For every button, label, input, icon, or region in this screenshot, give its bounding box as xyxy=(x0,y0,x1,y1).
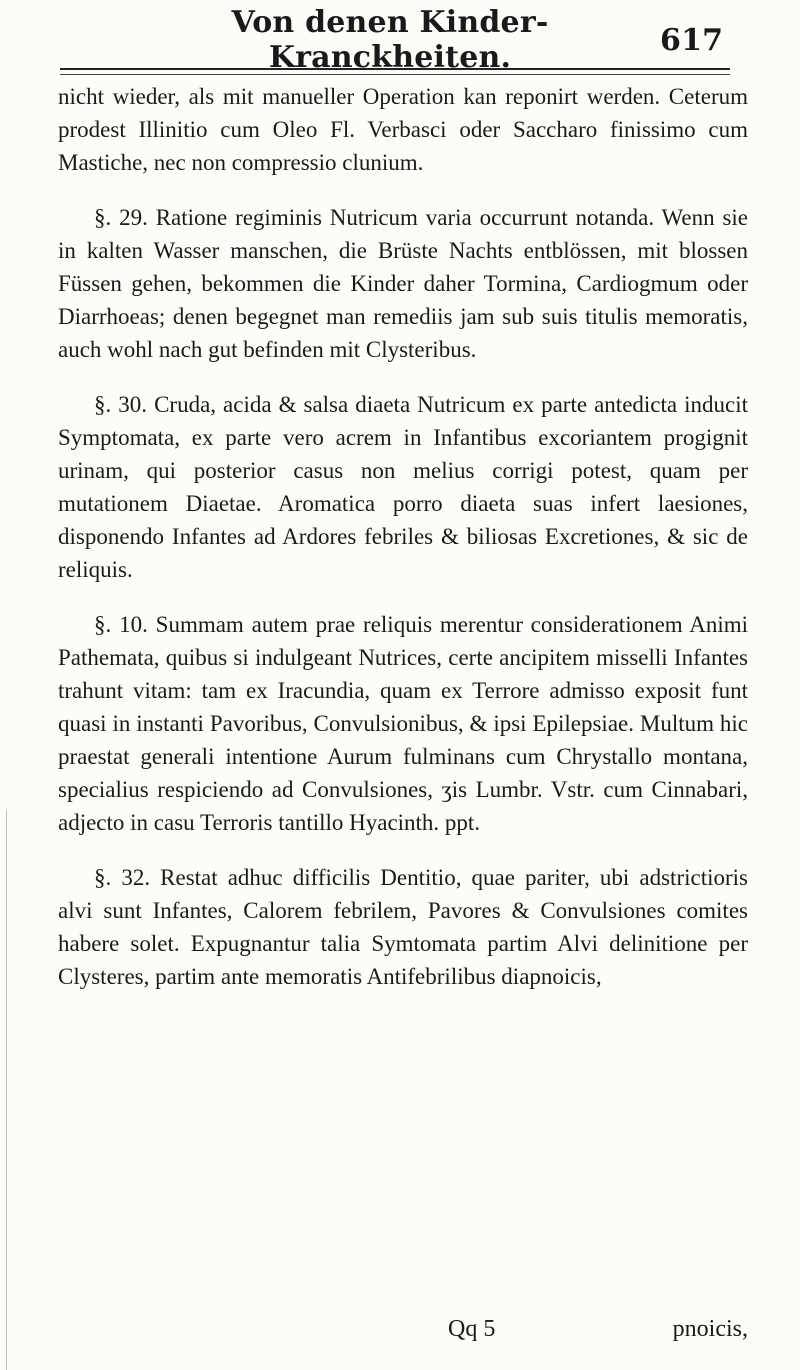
section-mark: §. 29. xyxy=(94,205,148,230)
paragraph-text: Restat adhuc difficilis Dentitio, quae pariter, ubi adstrictioris alvi sunt Infantes, Calorem febrilem, Pavores & Convulsiones comites habere solet. Expugnantur talia Symtomata partim Alvi delinitione per Clysteres, partim ante memoratis Antifebrilibus diapnoicis, xyxy=(58,865,748,989)
section-mark: §. 30. xyxy=(94,392,148,417)
body-text xyxy=(58,80,748,1015)
paragraph xyxy=(58,388,748,586)
section-mark: §. 10. xyxy=(94,612,148,637)
paragraph xyxy=(58,80,748,179)
gutter-shadow xyxy=(6,810,7,1370)
paragraph-text: nicht wieder, als mit manueller Operation kan reponirt werden. Ceterum prodest Illinitio cum Oleo Fl. Verbasci oder Saccharo finissimo cum Mastiche, nec non compressio clunium. xyxy=(58,84,748,175)
running-title: Von denen Kinder-Kranckheiten. xyxy=(231,5,549,75)
signature-mark: Qq 5 xyxy=(448,1316,496,1342)
paragraph-text: Cruda, acida & salsa diaeta Nutricum ex parte antedicta inducit Symptomata, ex parte vero acrem in Infantibus excoriantem progignit urinam, qui posterior casus non melius corrigi potest, quam per mutationem Diaetae. Aromatica porro diaeta suas infert laesiones, disponendo Infantes ad Ardores febriles & biliosas Excretiones, & sic de reliquis. xyxy=(58,392,749,582)
paragraph-text: Summam autem prae reliquis merentur considerationem Animi Pathemata, quibus si indulgeant Nutrices, certe ancipitem misselli Infantes trahunt vitam: tam ex Iracundia, quam ex Terrore admisso exposit funt quasi in instanti Pavoribus, Convulsionibus, & ipsi Epilepsiae. Multum hic praestat generali intentione Aurum fulminans cum Chrystallo montana, specialius respiciendo ad Convulsiones, ʒis Lumbr. Vstr. cum Cinnabari, adjecto in casu Terroris tantillo Hyacinth. ppt. xyxy=(58,612,749,835)
page-footer xyxy=(58,1316,748,1356)
header-rule xyxy=(60,68,730,75)
section-mark: §. 32. xyxy=(94,865,151,890)
catchword: pnoicis, xyxy=(672,1316,748,1342)
paragraph xyxy=(58,608,748,839)
paragraph-text: Ratione regiminis Nutricum varia occurrunt notanda. Wenn sie in kalten Wasser manschen, die Brüste Nachts entblössen, mit blossen Füssen gehen, bekommen die Kinder daher Tormina, Cardiogmum oder Diarrhoeas; denen begegnet man remediis jam sub suis titulis memoratis, auch wohl nach gut befinden mit Clysteribus. xyxy=(58,205,748,362)
paragraph xyxy=(58,201,748,366)
paragraph xyxy=(58,861,748,993)
page-number: 617 xyxy=(660,22,724,58)
running-header xyxy=(120,5,724,75)
